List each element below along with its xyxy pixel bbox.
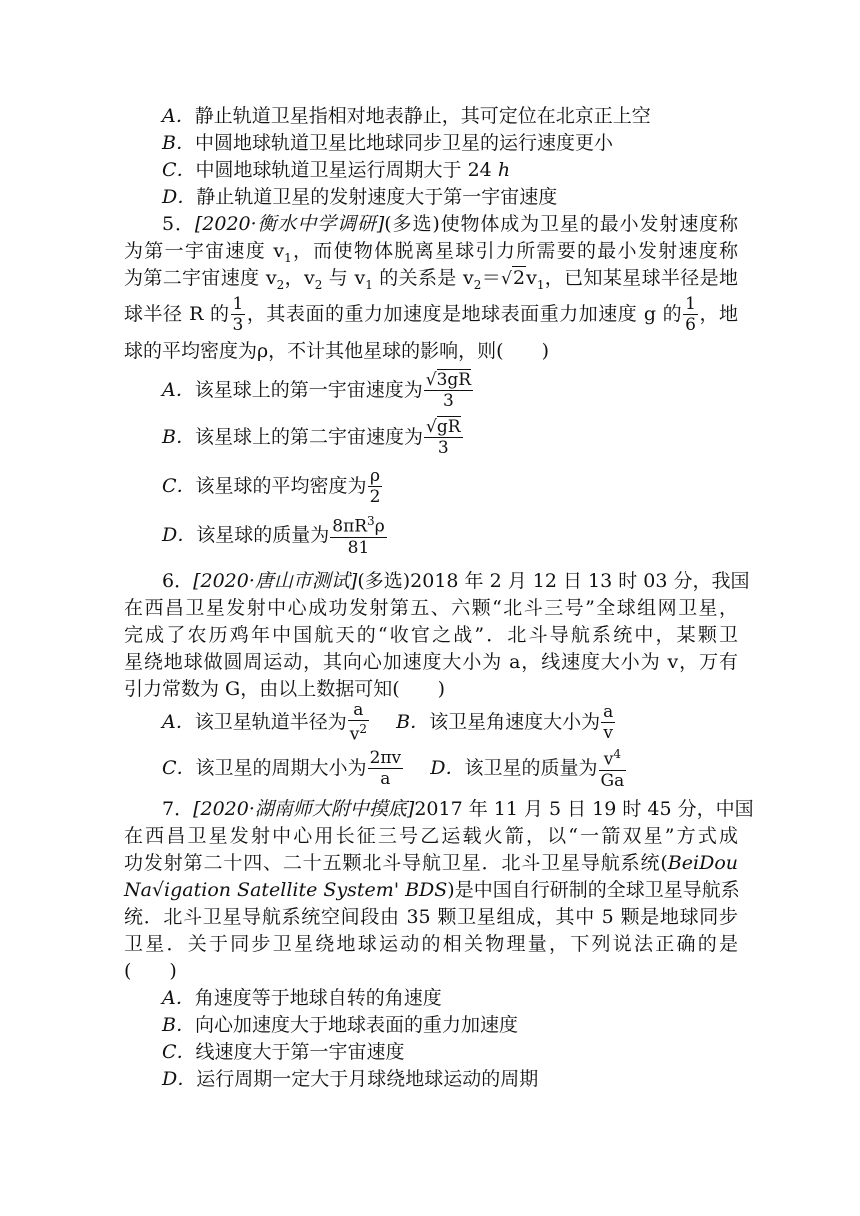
option-label: D．: [162, 1068, 197, 1090]
option-text: 静止轨道卫星指相对地表静止，其可定位在北京正上空: [194, 105, 651, 127]
subscript: 2: [276, 277, 285, 292]
q7-line-6: [124, 931, 738, 957]
option-label: C．: [162, 475, 196, 497]
option-label: A．: [162, 105, 195, 127]
question-text: 2018 年 2 月 12 日 13 时 03 分，我国: [410, 570, 750, 592]
numerator: a: [348, 702, 369, 721]
text: ，其表面的重力加速度是地球表面重力加速度 g 的: [246, 303, 683, 325]
question-text: 2017 年 11 月 5 日 19 时 45 分，中国: [414, 798, 754, 820]
option-formula: [368, 750, 404, 788]
q7-line-7: [124, 958, 177, 984]
q7-line-4: [124, 877, 738, 903]
question-number: 6．: [162, 570, 194, 592]
q6-options-cd: [162, 744, 627, 792]
option-formula: [348, 702, 369, 744]
numerator: a: [603, 702, 614, 722]
question-number: 5．: [162, 213, 195, 235]
option-label: C．: [162, 1041, 196, 1063]
option-label: B．: [396, 711, 430, 733]
option-label: D．: [162, 186, 197, 208]
option-text: 运行周期一定大于月球绕地球运动的周期: [196, 1068, 539, 1090]
q7-option-b: [162, 1012, 518, 1038]
option-text: 中圆地球轨道卫星运行周期大于 24: [195, 159, 498, 181]
denominator: 2: [369, 487, 381, 507]
numerator: 3gR: [436, 370, 472, 390]
denominator: Ga: [600, 770, 625, 791]
option-label: D．: [162, 524, 197, 546]
question-source: [2020·湖南师大附中摸底]: [193, 798, 415, 820]
numerator: ρ: [368, 468, 383, 487]
q7-line-5: [124, 904, 738, 930]
unit-text: h: [497, 159, 511, 181]
text: 引力常数为 G，由以上数据可知( ): [124, 678, 446, 700]
question-tag: (多选): [384, 213, 440, 235]
q6-line-1: [162, 568, 750, 594]
option-text: 该星球的平均密度为: [195, 475, 367, 497]
q7-line-1: [162, 796, 754, 822]
text: v: [526, 267, 537, 289]
option-label: A．: [162, 379, 195, 401]
numerator: gR: [436, 417, 461, 437]
q6-line-3: [124, 622, 738, 648]
text: 在西昌卫星发射中心成功发射第五、六颗“北斗三号”全球组网卫星，: [124, 597, 738, 619]
text: ，已知某星球半径是地: [544, 267, 738, 289]
option-label: A．: [162, 711, 195, 733]
option-text: 线速度大于第一宇宙速度: [195, 1041, 405, 1063]
denominator: v: [349, 724, 360, 745]
q6-line-4: [124, 649, 738, 675]
text: ，地: [698, 303, 738, 325]
text: 球的平均密度为ρ，不计其他星球的影响，则( ): [124, 340, 549, 362]
superscript: 2: [359, 722, 367, 737]
option-label: B．: [162, 1014, 195, 1036]
numerator: 8πR: [332, 516, 368, 537]
q7-line-3: [124, 850, 738, 876]
text: 卫星．关于同步卫星绕地球运动的相关物理量，下列说法正确的是: [124, 933, 738, 955]
option-label: C．: [162, 159, 196, 181]
q4-option-b: [162, 130, 613, 156]
denominator: 3: [437, 438, 449, 458]
subscript: 2: [314, 277, 323, 292]
option-formula: $\frac{√3gR}{3}$: [425, 370, 472, 411]
option-text: 该星球的质量为: [196, 524, 330, 546]
fraction-one-third: [231, 296, 246, 334]
option-text: 角速度等于地球自转的角速度: [194, 987, 442, 1009]
numerator: ρ: [374, 516, 385, 537]
option-formula: [368, 468, 383, 506]
denominator: a: [380, 769, 391, 789]
option-text: 该星球上的第一宇宙速度为: [194, 379, 423, 401]
option-text: 该星球上的第二宇宙速度为: [194, 426, 423, 448]
numerator: v: [603, 749, 614, 770]
subscript: 1: [536, 277, 545, 292]
radicand: 2: [512, 267, 526, 289]
superscript: 4: [613, 747, 621, 762]
text: ＝: [481, 267, 502, 289]
subscript: 2: [473, 277, 482, 292]
question-text: 使物体成为卫星的最小发射速度称: [439, 213, 738, 235]
subscript: 1: [284, 250, 292, 265]
text: BeiDou: [667, 852, 738, 874]
q5-line-4: [124, 292, 738, 336]
option-formula: [601, 704, 615, 742]
q7-option-c: [162, 1039, 405, 1065]
denominator: 6: [685, 315, 696, 335]
option-label: A．: [162, 987, 195, 1009]
text: 为第二宇宙速度 v: [124, 267, 277, 289]
text: 功发射第二十四、二十五颗北斗导航卫星．北斗卫星导航系统(: [124, 852, 668, 874]
question-number: 7．: [162, 798, 194, 820]
q7-option-d: [162, 1066, 538, 1092]
question-source: [2020·唐山市测试]: [193, 570, 358, 592]
fraction-one-sixth: [683, 296, 698, 334]
denominator: 3: [232, 315, 244, 335]
text: ，v: [284, 267, 315, 289]
text: 为第一宇宙速度 v: [124, 240, 285, 262]
option-text: 静止轨道卫星的发射速度大于第一宇宙速度: [196, 186, 558, 208]
q7-line-2: [124, 823, 738, 849]
numerator: 1: [685, 294, 696, 314]
q5-option-b: [162, 414, 464, 460]
text: 的关系是 v: [372, 267, 474, 289]
option-text: 该卫星的周期大小为: [195, 757, 367, 779]
option-formula: $\frac{√gR}{3}$: [425, 417, 461, 458]
option-formula: [599, 748, 627, 790]
q4-option-d: [162, 184, 557, 210]
option-label: B．: [162, 426, 195, 448]
q5-option-c: [162, 463, 383, 509]
option-text: 中圆地球轨道卫星比地球同步卫星的运行速度更小: [194, 132, 613, 154]
superscript: 3: [367, 514, 375, 529]
text: ，而使物体脱离星球引力所需要的最小发射速度称: [291, 240, 738, 262]
q6-line-2: [124, 595, 738, 621]
option-text: 该卫星轨道半径为: [194, 711, 347, 733]
sqrt-expression: √2: [501, 267, 526, 289]
text: 与 v: [322, 267, 366, 289]
question-source: [2020·衡水中学调研]: [194, 213, 385, 235]
subscript: 1: [365, 277, 373, 292]
q5-line-1: [162, 211, 738, 237]
q4-option-c: [162, 157, 510, 183]
q5-option-d: [162, 512, 388, 558]
option-label: C．: [162, 757, 196, 779]
text: 星绕地球做圆周运动，其向心加速度大小为 a，线速度大小为 v，万有: [124, 651, 738, 673]
denominator: v: [603, 723, 613, 743]
text: 统．北斗卫星导航系统空间段由 35 颗卫星组成，其中 5 颗是地球同步: [124, 906, 738, 928]
q7-option-a: [162, 985, 442, 1011]
option-label: B．: [162, 132, 195, 154]
q5-line-5: [124, 338, 549, 364]
text: 在西昌卫星发射中心用长征三号乙运载火箭，以“一箭双星”方式成: [124, 825, 738, 847]
text: 完成了农历鸡年中国航天的“收官之战”．北斗导航系统中，某颗卫: [124, 624, 738, 646]
text: 球半径 R 的: [124, 303, 230, 325]
denominator: 81: [347, 537, 370, 558]
q6-options-ab: [162, 698, 616, 746]
text: )是中国自行研制的全球卫星导航系: [447, 879, 740, 901]
q5-option-a: [162, 367, 474, 413]
numerator: 1: [232, 294, 244, 314]
q4-option-a: [162, 103, 651, 129]
text: Na√igation Satellite System' BDS: [124, 879, 448, 901]
question-tag: (多选): [357, 570, 411, 592]
option-text: 向心加速度大于地球表面的重力加速度: [194, 1014, 518, 1036]
numerator: 2πv: [369, 748, 402, 768]
text: ( ): [124, 960, 177, 982]
denominator: 3: [443, 391, 454, 411]
option-text: 该卫星的质量为: [464, 757, 598, 779]
option-label: D．: [430, 757, 465, 779]
option-formula: [330, 515, 386, 557]
option-text: 该卫星角速度大小为: [429, 711, 601, 733]
